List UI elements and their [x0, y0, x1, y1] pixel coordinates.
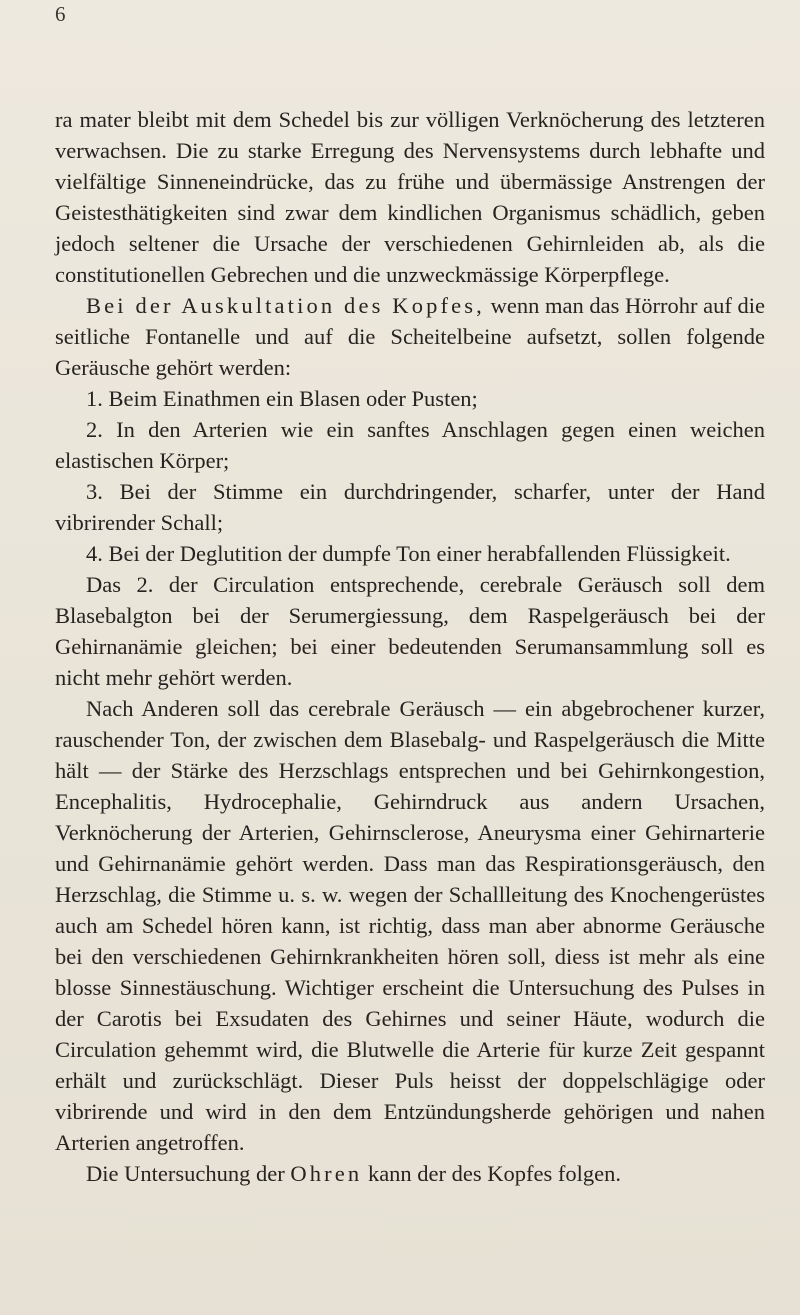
spaced-heading-text: Bei der Auskultation des Kopfes, — [86, 293, 485, 318]
paragraph-nach-anderen — [55, 693, 765, 1158]
paragraph-text: Nach Anderen soll das cerebrale Geräusch — ein abgebrochener kurzer, rauschender Ton, der zwischen dem Blasebalg- und Raspelgeräusch die Mitte hält — der Stärke des Herzschlags entsprechen und bei Gehirnkongestion, Encephalitis, Hydrocephalie, Gehirndruck aus andern Ursachen, Verknöcherung der Arterien, Gehirnsclerose, Aneurysma einer Gehirnarterie und Gehirnanämie gehört werden. Dass man das Respirationsgeräusch, den Herzschlag, die Stimme u. s. w. wegen der Schallleitung des Knochengerüstes auch am Schedel hören kann, ist richtig, dass man aber abnorme Geräusche bei den verschiedenen Gehirnkrankheiten hören soll, diess ist mehr als eine blosse Sinnestäuschung. Wichtiger erscheint die Untersuchung des Pulses in der Carotis bei Exsudaten des Gehirnes und seiner Häute, wodurch die Circulation gehemmt wird, die Blutwelle die Arterie für kurze Zeit gespannt erhält und zurückschlägt. Dieser Puls heisst der doppelschlägige oder vibrirende und wird in den dem Entzündungsherde gehörigen und nahen Arterien angetroffen. — [55, 696, 765, 1155]
list-item-4 — [55, 538, 765, 569]
paragraph-ohren — [55, 1158, 765, 1189]
paragraph-continuation — [55, 104, 765, 290]
body-text — [55, 104, 765, 1189]
list-item-text: 4. Bei der Deglutition der dumpfe Ton einer herabfallenden Flüssigkeit. — [86, 541, 731, 566]
paragraph-text: Die Untersuchung der — [86, 1161, 291, 1186]
list-item-text: 3. Bei der Stimme ein durchdringender, scharfer, unter der Hand vibrirender Schall; — [55, 479, 765, 535]
paragraph-text: ra mater bleibt mit dem Schedel bis zur völligen Verknöcherung des letzteren verwachsen. Die zu starke Erregung des Nervensystems durch lebhafte und vielfältige Sinneneindrücke, das zu frühe und übermässige Anstrengen der Geistesthätigkeiten sind zwar dem kindlichen Organismus schädlich, geben jedoch seltener die Ursache der verschiedenen Gehirnleiden ab, als die constitutionellen Gebrechen und die unzweckmässige Körperpflege. — [55, 107, 765, 287]
list-item-1 — [55, 383, 765, 414]
paragraph-text: wenn man das Hörrohr auf die seitliche Fontanelle und auf die Scheitelbeine aufsetzt, sollen folgende Geräusche gehört werden: — [55, 293, 765, 380]
paragraph-text-after: kann der des Kopfes folgen. — [362, 1161, 621, 1186]
paragraph-auskultation — [55, 290, 765, 383]
spaced-heading-text: Ohren — [290, 1161, 363, 1186]
page-number: 6 — [55, 2, 66, 26]
list-item-text: 1. Beim Einathmen ein Blasen oder Pusten; — [86, 386, 478, 411]
list-item-text: 2. In den Arterien wie ein sanftes Anschlagen gegen einen weichen elastischen Körper; — [55, 417, 765, 473]
list-item-2 — [55, 414, 765, 476]
paragraph-text: Das 2. der Circulation entsprechende, cerebrale Geräusch soll dem Blasebalgton bei der Serumergiessung, dem Raspelgeräusch bei der Gehirnanämie gleichen; bei einer bedeutenden Serumansammlung soll es nicht mehr gehört werden. — [55, 572, 765, 690]
paragraph-circulation — [55, 569, 765, 693]
list-item-3 — [55, 476, 765, 538]
